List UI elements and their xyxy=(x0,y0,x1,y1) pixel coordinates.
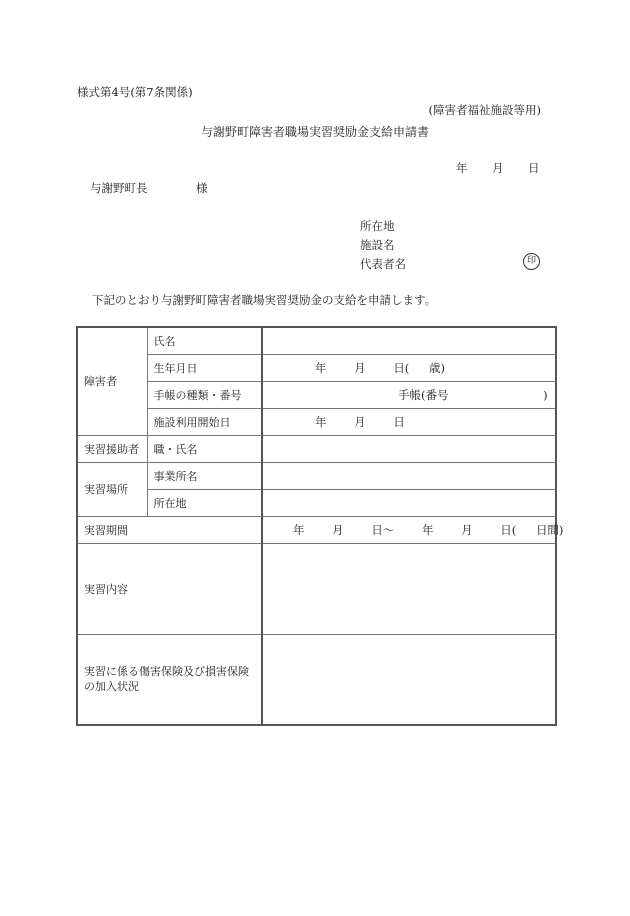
date-month-label: 月 xyxy=(492,161,504,175)
period-days: 日間) xyxy=(535,522,564,537)
training-place-label: 実習場所 xyxy=(77,462,147,516)
period-start-day: 日〜 xyxy=(371,522,395,537)
birth-age-label: 歳) xyxy=(428,360,445,375)
table-row xyxy=(77,516,556,543)
name-field[interactable] xyxy=(262,327,556,354)
place-address-field[interactable] xyxy=(262,489,556,516)
handbook-number-label: 手帳(番号 xyxy=(398,387,449,402)
date-year-label: 年 xyxy=(456,161,468,175)
place-address-label: 所在地 xyxy=(147,489,262,516)
period-start-month: 月 xyxy=(332,522,344,537)
handbook-field[interactable] xyxy=(262,381,556,408)
handbook-label: 手帳の種類・番号 xyxy=(147,381,262,408)
table-row xyxy=(77,327,556,354)
start-month-label: 月 xyxy=(354,414,366,429)
birth-day-label: 日( xyxy=(393,360,410,375)
application-table xyxy=(76,326,564,726)
applicant-facility-label: 施設名 xyxy=(360,238,395,252)
birthdate-field[interactable] xyxy=(262,354,556,381)
table-row xyxy=(77,634,556,725)
period-end-year: 年 xyxy=(421,522,434,537)
insurance-status-field[interactable] xyxy=(262,634,556,725)
name-label: 氏名 xyxy=(147,327,262,354)
birth-month-label: 月 xyxy=(354,360,366,375)
supporter-field[interactable] xyxy=(262,435,556,462)
supporter-label: 実習援助者 xyxy=(77,435,147,462)
addressee-name: 与謝野町長 xyxy=(90,181,148,195)
insurance-status-label: 実習に係る傷害保険及び損害保険の加入状況 xyxy=(77,634,262,725)
training-period-field[interactable] xyxy=(262,516,564,543)
applicant-representative-label: 代表者名 xyxy=(360,257,406,271)
facility-type-label: (障害者福祉施設等用) xyxy=(428,103,541,117)
seal-mark-icon: 印 xyxy=(523,253,540,270)
table-row xyxy=(77,381,556,408)
birthdate-label: 生年月日 xyxy=(147,354,262,381)
training-content-field[interactable] xyxy=(262,543,556,634)
date-day-label: 日 xyxy=(528,161,540,175)
handbook-close-paren: ) xyxy=(543,387,548,402)
office-name-label: 事業所名 xyxy=(147,462,262,489)
training-content-label: 実習内容 xyxy=(77,543,262,634)
office-name-field[interactable] xyxy=(262,462,556,489)
supporter-title-name-label: 職・氏名 xyxy=(147,435,262,462)
period-end-day: 日( xyxy=(500,522,517,537)
table-row xyxy=(77,489,556,516)
table-row xyxy=(77,354,556,381)
intro-statement: 下記のとおり与謝野町障害者職場実習奨励金の支給を申請します。 xyxy=(92,293,437,307)
start-day-label: 日 xyxy=(393,414,405,429)
start-year-label: 年 xyxy=(315,414,327,429)
birth-year-label: 年 xyxy=(315,360,327,375)
table-row xyxy=(77,543,556,634)
applicant-address-label: 所在地 xyxy=(360,219,395,233)
table-row xyxy=(77,462,556,489)
form-number: 様式第4号(第7条関係) xyxy=(77,85,193,99)
document-title: 与謝野町障害者職場実習奨励金支給申請書 xyxy=(200,125,429,139)
addressee-honorific: 様 xyxy=(196,181,208,195)
facility-start-label: 施設利用開始日 xyxy=(147,408,262,435)
facility-start-field[interactable] xyxy=(262,408,556,435)
table-row xyxy=(77,408,556,435)
disabled-person-label: 障害者 xyxy=(77,327,147,435)
training-period-label: 実習期間 xyxy=(77,516,262,543)
table-row xyxy=(77,435,556,462)
period-end-month: 月 xyxy=(461,522,473,537)
period-start-year: 年 xyxy=(293,522,305,537)
